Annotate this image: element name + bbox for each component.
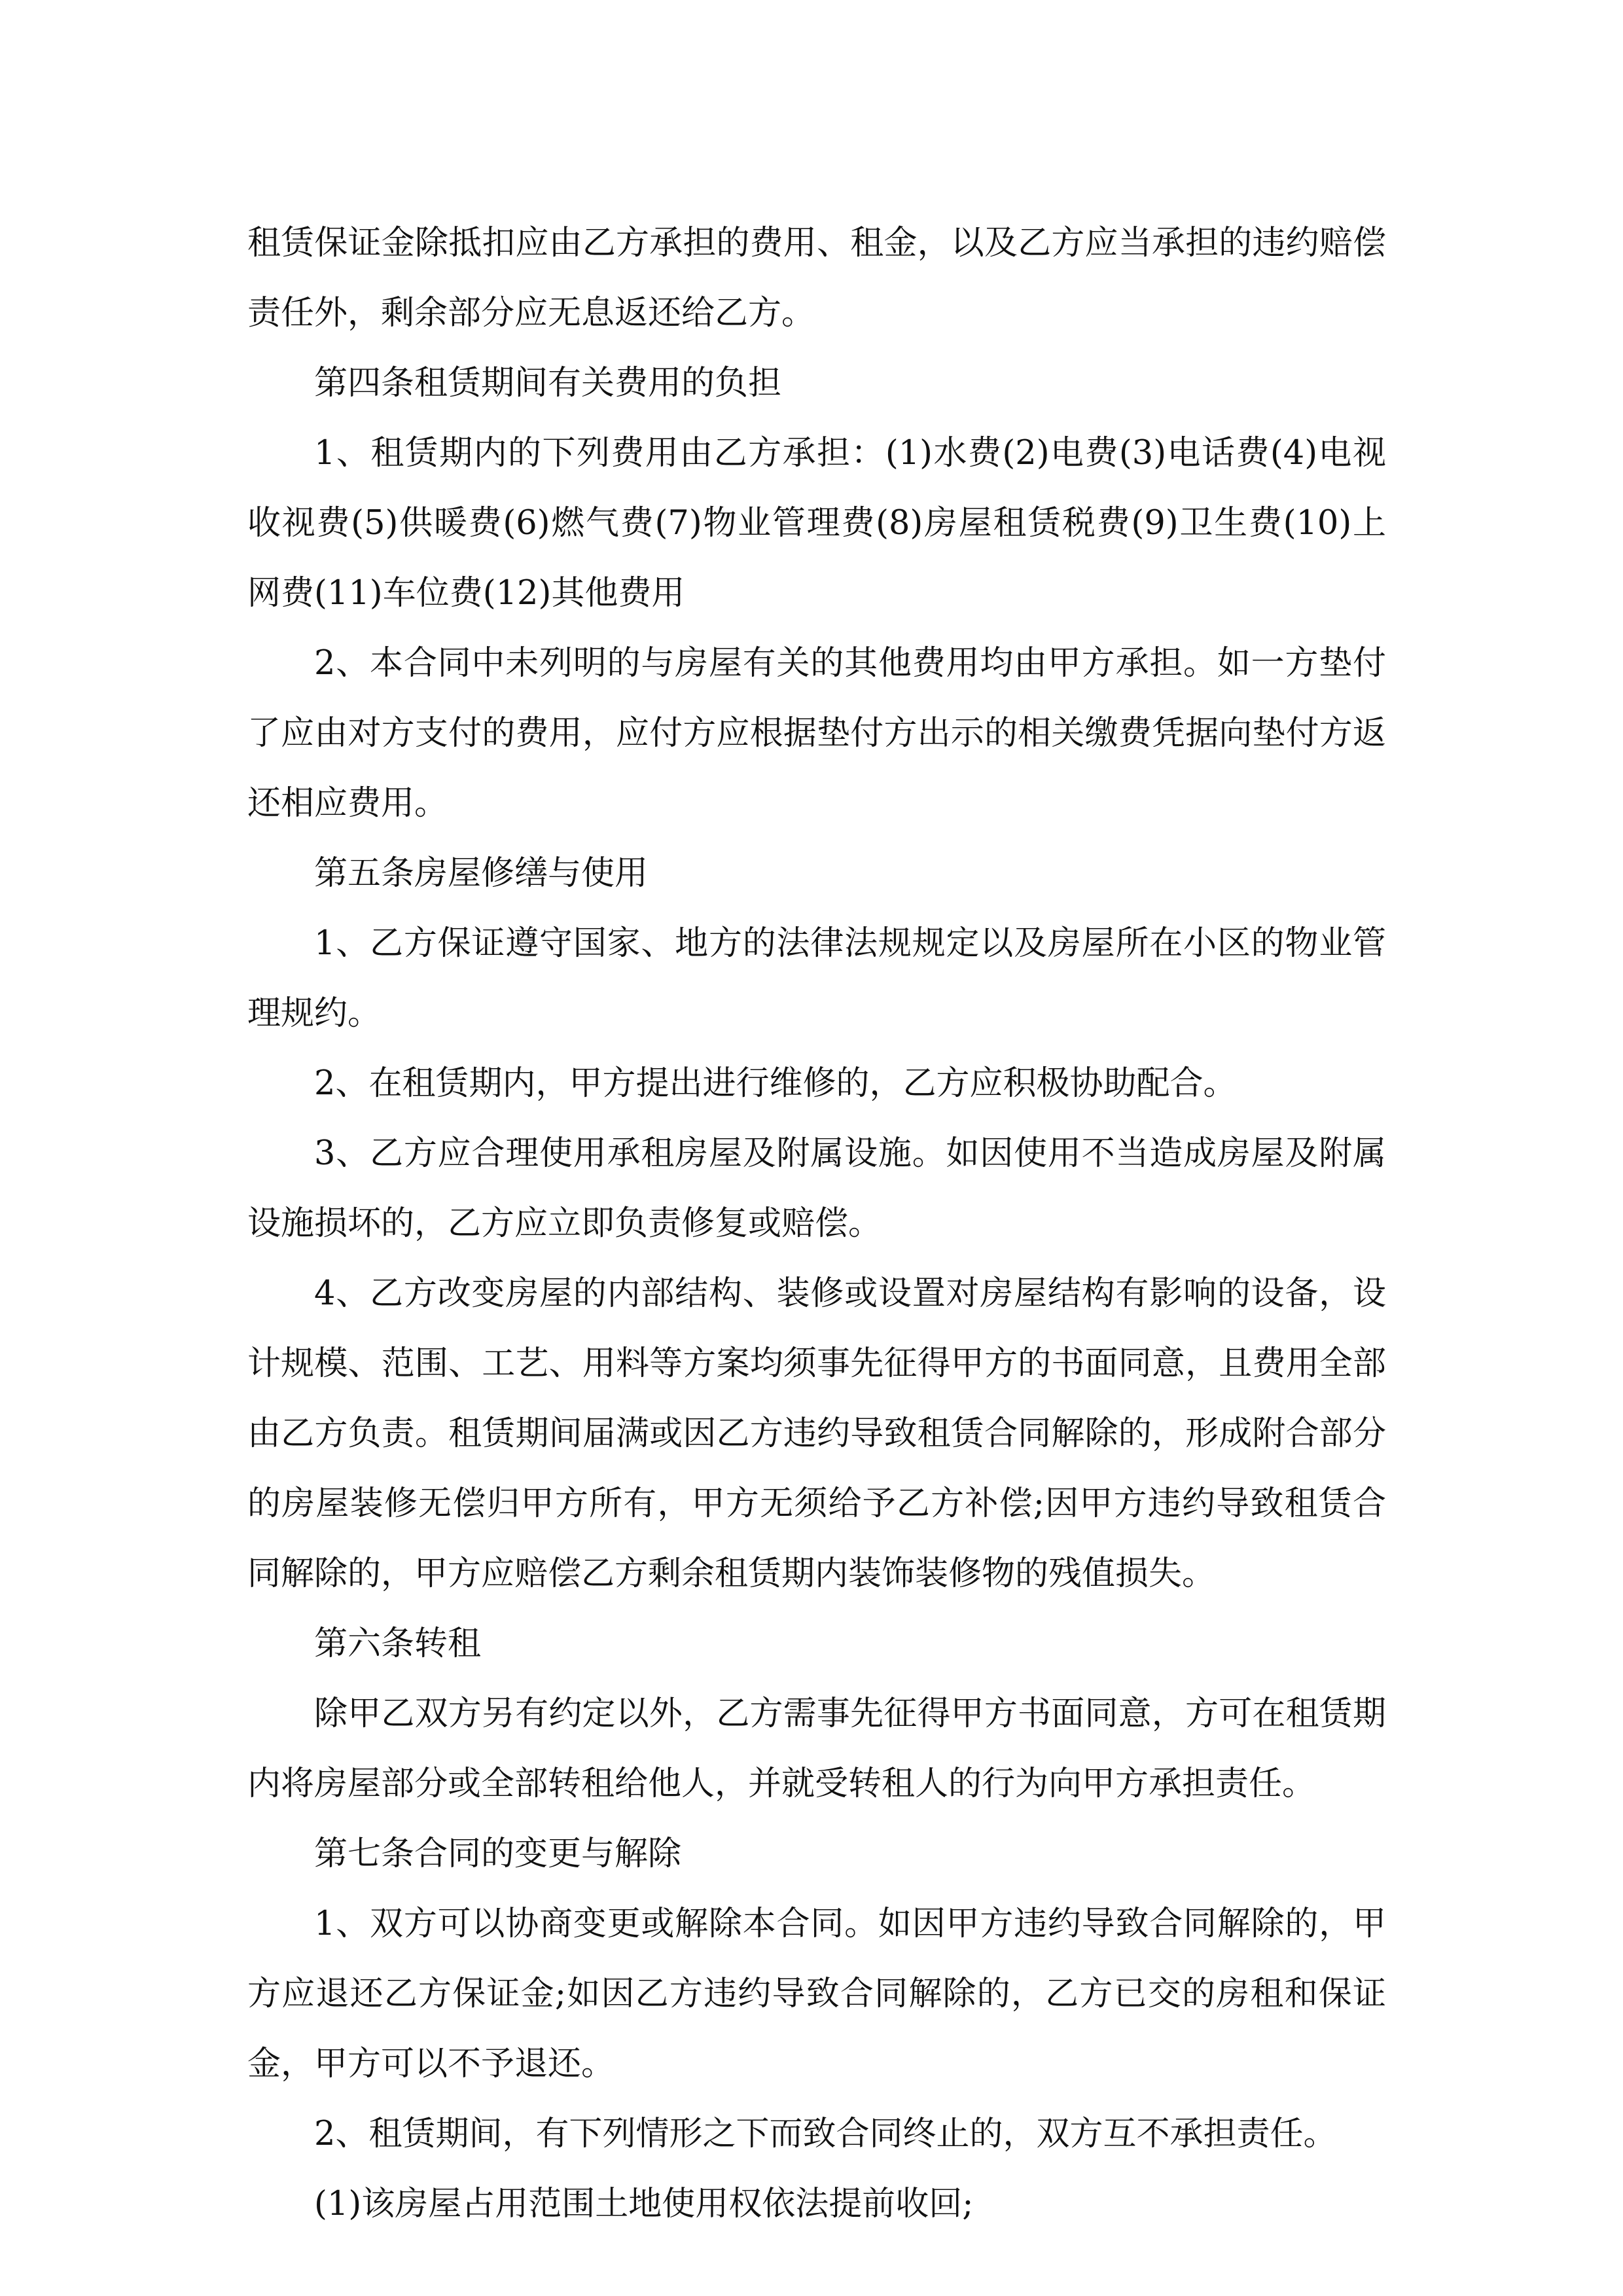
paragraph-article-5-item-4: 4、乙方改变房屋的内部结构、装修或设置对房屋结构有影响的设备，设计规模、范围、工艺、用料等方案均须事先征得甲方的书面同意，且费用全部由乙方负责。租赁期间届满或因乙方违约导致租赁合同解除的，形成附合部分的房屋装修无偿归甲方所有，甲方无须给予乙方补偿;因甲方违约导致租赁合同解除的，甲方应赔偿乙方剩余租赁期内装饰装修物的残值损失。 bbox=[247, 1274, 1386, 1593]
paragraph-article-6: 除甲乙双方另有约定以外，乙方需事先征得甲方书面同意，方可在租赁期内将房屋部分或全部转租给他人，并就受转租人的行为向甲方承担责任。 bbox=[247, 1695, 1386, 1803]
paragraph-article-5-item-3: 3、乙方应合理使用承租房屋及附属设施。如因使用不当造成房屋及附属设施损坏的，乙方应立即负责修复或赔偿。 bbox=[247, 1134, 1386, 1243]
heading-article-4: 第四条租赁期间有关费用的负担 bbox=[314, 364, 782, 403]
heading-article-6: 第六条转租 bbox=[314, 1624, 482, 1663]
paragraph-deposit-return: 租赁保证金除抵扣应由乙方承担的费用、租金，以及乙方应当承担的违约赔偿责任外，剩余部分应无息返还给乙方。 bbox=[247, 224, 1386, 332]
heading-article-7: 第七条合同的变更与解除 bbox=[314, 1835, 682, 1873]
paragraph-article-7-item-1: 1、双方可以协商变更或解除本合同。如因甲方违约导致合同解除的，甲方应退还乙方保证金;如因乙方违约导致合同解除的，乙方已交的房租和保证金，甲方可以不予退还。 bbox=[247, 1905, 1386, 2083]
paragraph-article-4-item-2: 2、本合同中未列明的与房屋有关的其他费用均由甲方承担。如一方垫付了应由对方支付的费用，应付方应根据垫付方出示的相关缴费凭据向垫付方返还相应费用。 bbox=[247, 644, 1386, 823]
paragraph-article-7-item-2: 2、租赁期间，有下列情形之下而致合同终止的，双方互不承担责任。 bbox=[314, 2115, 1337, 2153]
paragraph-article-4-item-1: 1、租赁期内的下列费用由乙方承担：(1)水费(2)电费(3)电话费(4)电视收视费(5)供暖费(6)燃气费(7)物业管理费(8)房屋租赁税费(9)卫生费(10)上网费(11)车位费(12)其他费用 bbox=[247, 434, 1386, 613]
heading-article-5: 第五条房屋修缮与使用 bbox=[314, 854, 649, 893]
document-body bbox=[247, 208, 1386, 2239]
paragraph-article-7-subitem-1: (1)该房屋占用范围土地使用权依法提前收回; bbox=[314, 2185, 974, 2223]
paragraph-article-5-item-1: 1、乙方保证遵守国家、地方的法律法规规定以及房屋所在小区的物业管理规约。 bbox=[247, 924, 1386, 1033]
paragraph-article-5-item-2: 2、在租赁期内，甲方提出进行维修的，乙方应积极协助配合。 bbox=[314, 1064, 1237, 1103]
